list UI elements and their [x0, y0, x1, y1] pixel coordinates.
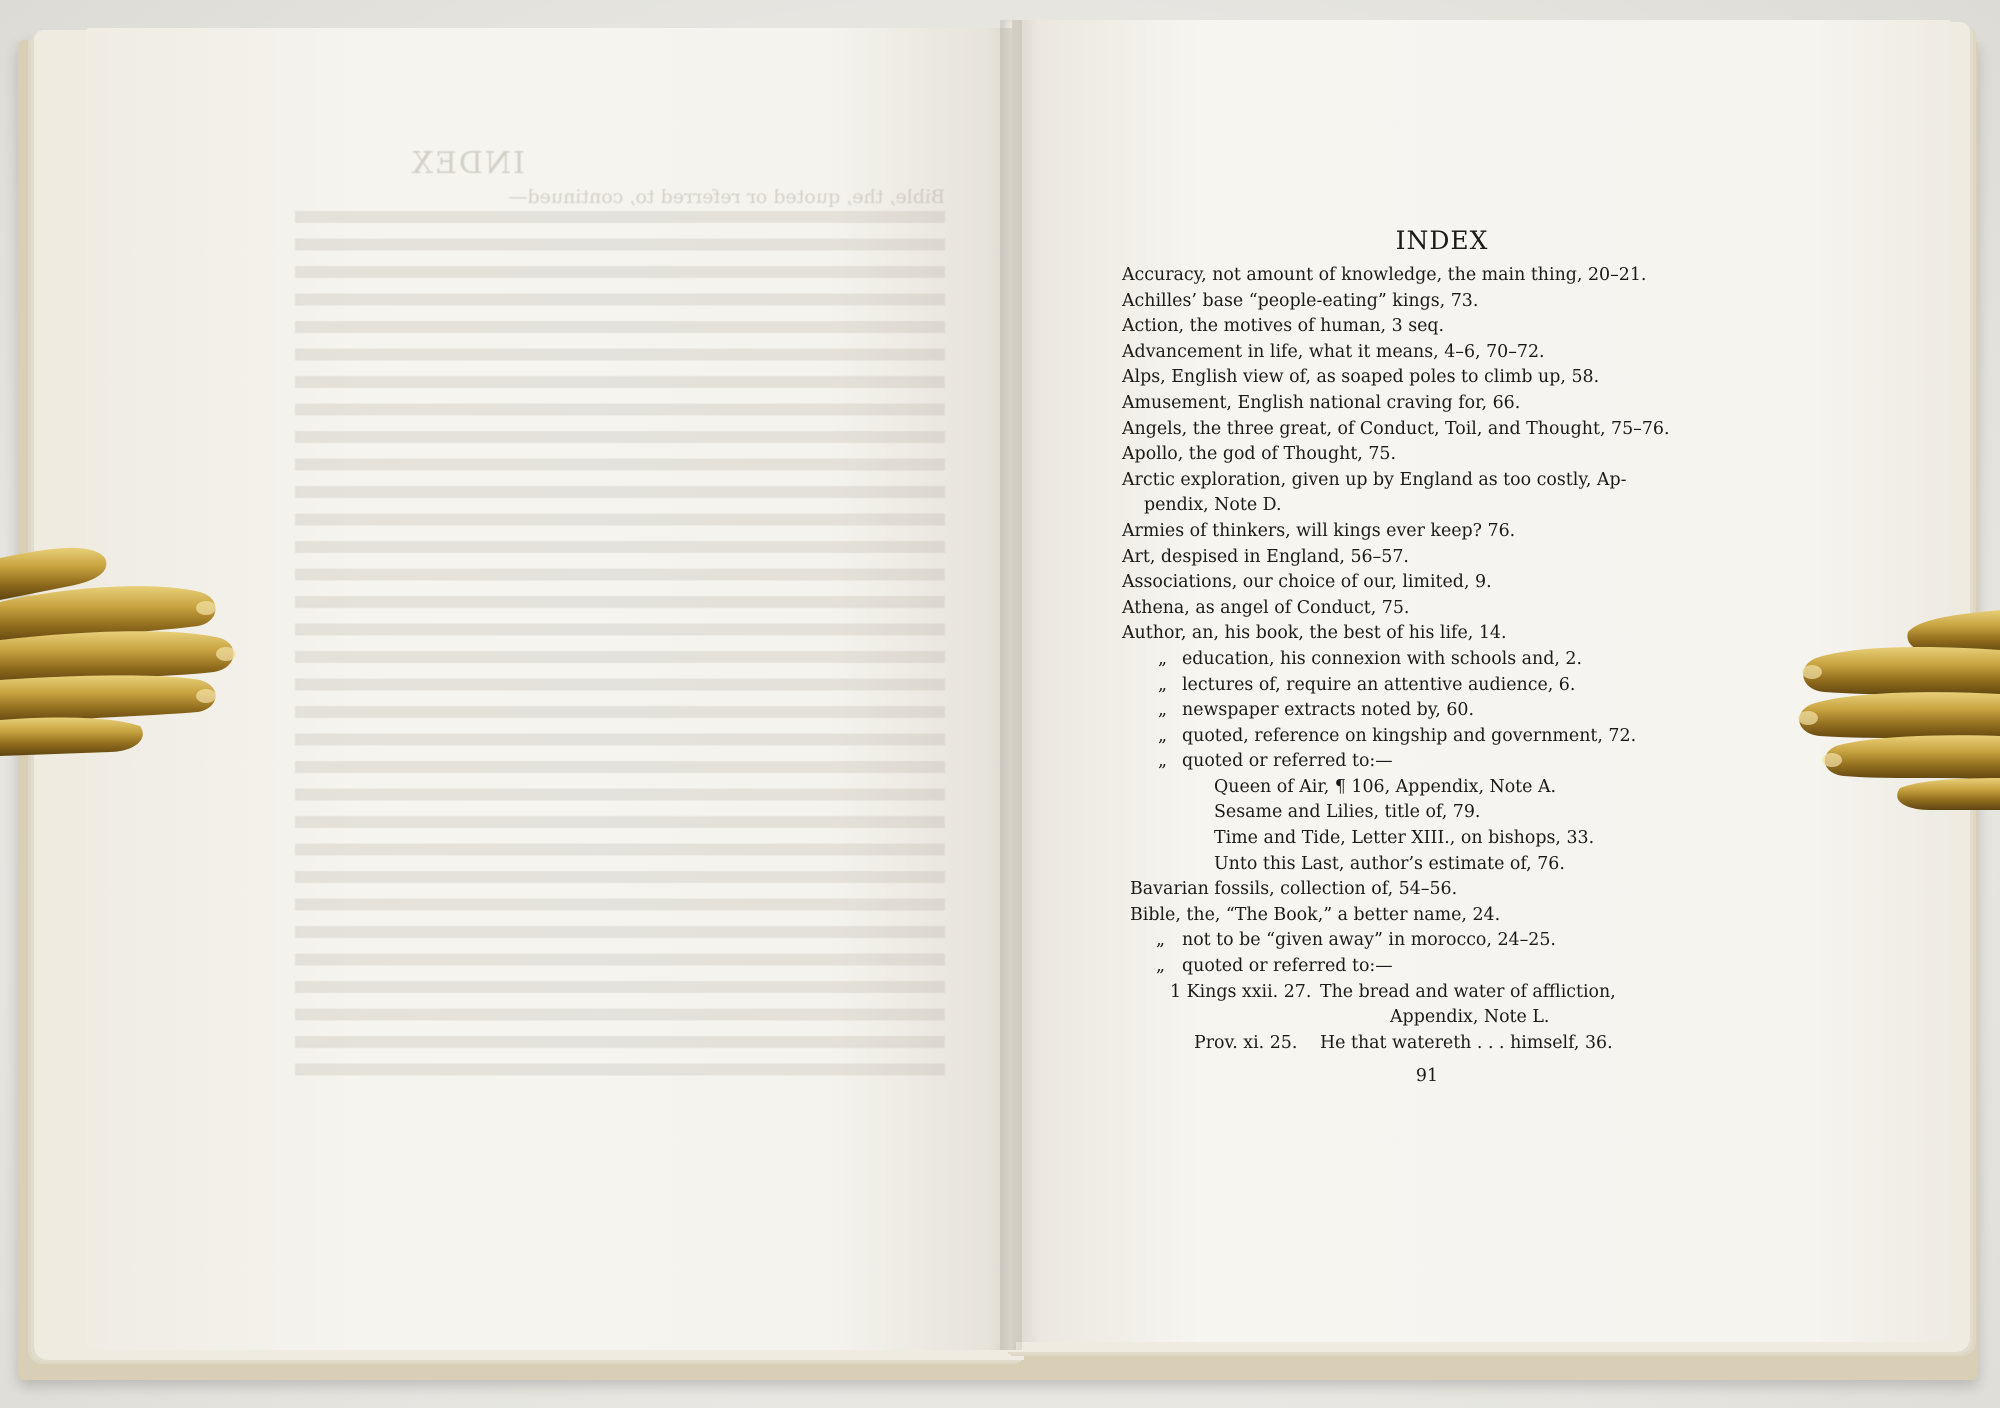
index-entry: Achilles’ base “people-eating” kings, 73.	[1122, 290, 1479, 311]
index-entry: Alps, English view of, as soaped poles to climb up, 58.	[1122, 367, 1600, 388]
author-work-entry: Sesame and Lilies, title of, 79.	[1214, 802, 1481, 823]
index-title: INDEX	[1395, 226, 1489, 255]
ditto-mark: „	[1158, 648, 1168, 669]
author-work-entry: Time and Tide, Letter XIII., on bishops, 33.	[1214, 828, 1595, 849]
index-subentry	[1122, 724, 1762, 750]
right-brass-hand-icon	[1790, 610, 2000, 810]
index-entry: Bavarian fossils, collection of, 54–56.	[1130, 879, 1458, 900]
bible-quote-row	[1122, 980, 1762, 1006]
index-entry: Accuracy, not amount of knowledge, the main thing, 20–21.	[1122, 265, 1647, 285]
ditto-mark: „	[1156, 956, 1166, 977]
subentry-text: lectures of, require an attentive audience, 6.	[1182, 674, 1576, 695]
index-entry: Amusement, English national craving for, 66.	[1122, 392, 1521, 413]
index-entry: Art, despised in England, 56–57.	[1122, 546, 1409, 567]
index-subentry	[1122, 928, 1762, 954]
index-entry-continuation: pendix, Note D.	[1144, 495, 1282, 516]
index-entry: Athena, as angel of Conduct, 75.	[1122, 597, 1410, 618]
ditto-mark: „	[1158, 725, 1168, 746]
index-entry: Angels, the three great, of Conduct, Toil, and Thought, 75–76.	[1122, 418, 1670, 439]
left-page-bleed-through	[295, 146, 945, 1091]
index-entry: Apollo, the god of Thought, 75.	[1122, 444, 1397, 465]
subentry-text: not to be “given away” in morocco, 24–25.	[1182, 930, 1556, 951]
page-number: 91	[1415, 1066, 1439, 1087]
ditto-mark: „	[1156, 930, 1166, 951]
index-page	[1122, 225, 1762, 1090]
index-entry: Armies of thinkers, will kings ever keep? 76.	[1122, 520, 1516, 541]
index-subentry	[1122, 647, 1762, 673]
bible-quote-reference: Prov. xi. 25.	[1194, 1032, 1298, 1053]
index-entry: Arctic exploration, given up by England as too costly, Ap-	[1122, 469, 1627, 490]
subentry-text: quoted or referred to:—	[1182, 956, 1393, 977]
bible-quote-text: The bread and water of affliction,	[1320, 981, 1616, 1002]
index-subentry	[1122, 954, 1762, 980]
subentry-text: quoted or referred to:—	[1182, 751, 1393, 772]
index-entry: Author, an, his book, the best of his life, 14.	[1122, 623, 1507, 644]
subentry-text: quoted, reference on kingship and government, 72.	[1182, 725, 1637, 746]
ditto-mark: „	[1158, 674, 1168, 695]
bleed-title: INDEX	[409, 146, 525, 181]
index-subentry	[1122, 698, 1762, 724]
bleed-line: Bible, the, quoted or referred to, continued—	[508, 185, 945, 208]
index-entry: Advancement in life, what it means, 4–6, 70–72.	[1122, 341, 1545, 362]
index-entry: Associations, our choice of our, limited, 9.	[1122, 572, 1492, 593]
subentry-text: education, his connexion with schools and, 2.	[1182, 648, 1583, 669]
ditto-mark: „	[1158, 751, 1168, 772]
bleed-text-block	[295, 211, 945, 1091]
subentry-text: newspaper extracts noted by, 60.	[1182, 700, 1474, 721]
bible-quote-continuation: Appendix, Note L.	[1390, 1007, 1550, 1028]
book-gutter	[1000, 20, 1022, 1350]
index-subentry	[1122, 749, 1762, 775]
bible-quote-row	[1122, 1031, 1762, 1057]
bible-quote-reference: 1 Kings xxii. 27.	[1170, 981, 1312, 1002]
left-brass-hand-icon	[0, 540, 240, 760]
index-entry: Bible, the, “The Book,” a better name, 24.	[1130, 904, 1501, 925]
index-subentry	[1122, 673, 1762, 699]
bible-quote-text: He that watereth . . . himself, 36.	[1320, 1032, 1613, 1053]
author-work-entry: Unto this Last, author’s estimate of, 76.	[1214, 853, 1565, 874]
index-entry: Action, the motives of human, 3 seq.	[1122, 316, 1445, 337]
author-work-entry: Queen of Air, ¶ 106, Appendix, Note A.	[1214, 776, 1557, 797]
ditto-mark: „	[1158, 700, 1168, 721]
